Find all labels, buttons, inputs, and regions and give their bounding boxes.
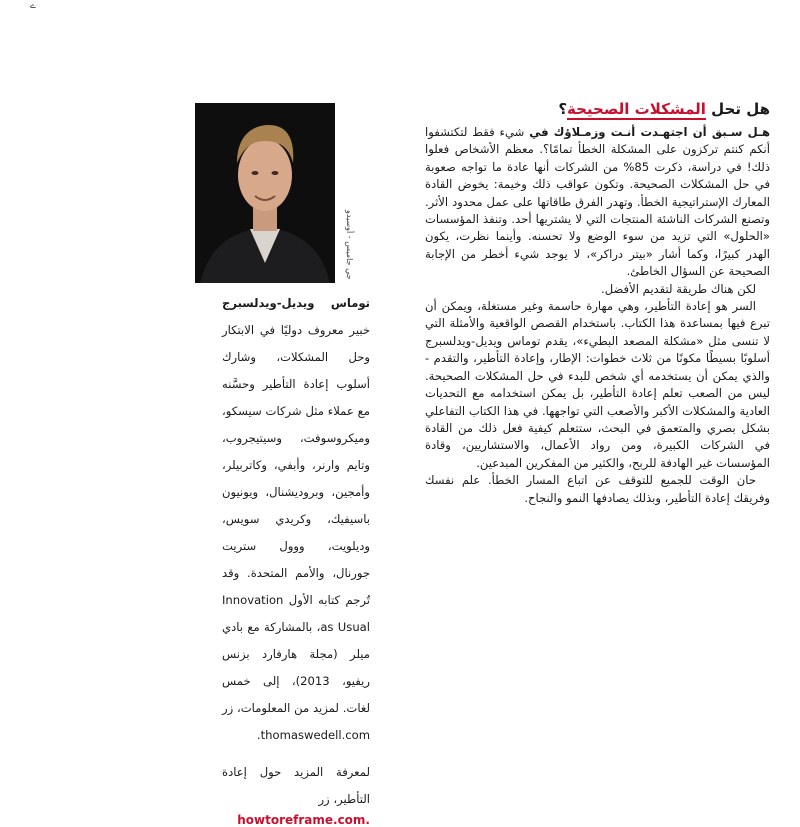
article-paragraph-4: حان الوقت للجميع للتوقف عن اتباع المسار الخطأ. علم نفسك وفريقك إعادة التأطير، وبذلك يصادفها النمو والنجاح. (425, 473, 770, 505)
author-photo (195, 103, 335, 283)
article-lead: هـل سـبق أن اجتهـدت أنـت وزمـلاؤك في (529, 125, 770, 139)
author-bio-column (222, 290, 370, 827)
article-body (425, 124, 770, 507)
corner-mark: ے (30, 0, 36, 11)
more-info (222, 759, 370, 813)
author-bio-text: خبير معروف دوليًا في الابتكار وحل المشكلات، وشارك أسلوب إعادة التأطير وحسَّنه مع عملاء مثل شركات سيسكو، وميكروسوفت، وسيتيجروب، وتايم وارنر، وأبفي، وكاتربيلر، وأمجين، وبروديشنال، ويونيون باسيفيك، وكريدي سويس، وديلويت، ووول ستريت جورنال، والأمم المتحدة. وقد تُرجم كتابه الأول Innovation as Usual، بالمشاركة مع بادي ميلر (مجلة هارفارد بزنس ريفيو، 2013)، إلى خمس لغات. لمزيد من المعلومات، زر thomaswedell.com. (222, 323, 371, 742)
author-bio (222, 290, 370, 749)
photo-credit: جي جاميس - أوسيدو (345, 210, 354, 280)
title-prefix: هل تحل (705, 100, 770, 118)
article-paragraph-1-text: شيء فقط لتكتشفوا أنكم كنتم تركزون على المشكلة الخطأ تمامًا؟. معظم الأشخاص فعلوا ذلك! في دراسة، ذكرت 85% من الشركات أنها عادة ما تواجه صعوبة في حل المشكلات الصحيحة. وتكون عواقب ذلك وخيمة: يخوض القادة المعارك الإستراتيجية الخطأ. وتهدر الفرق طاقاتها على عمل محدود الأثر. وتصنع الشركات الناشئة المنتجات التي لا يشتريها أحد. وتنفذ المؤسسات «الحلول» التي تزيد من سوء الوضع ولا تحسنه. وأينما نظرت، يكون الهدر كبيرًا، وكما أشار «بيتر دراكر»، لا يوجد شيء أخطر من الإجابة الصحيحة عن السؤال الخاطئ. (425, 125, 770, 279)
more-info-text: لمعرفة المزيد حول إعادة التأطير، زر (222, 765, 370, 806)
title-highlight: المشكلات الصحيحة (567, 100, 706, 118)
title-suffix: ؟ (558, 100, 568, 118)
article-paragraph-1 (425, 124, 770, 281)
reframe-website-link[interactable]: howtoreframe.com. (237, 813, 370, 827)
article-paragraph-3: السر هو إعادة التأطير، وهي مهارة حاسمة وغير مستغلة، ويمكن أن تبرع فيها بمساعدة هذا الكتاب. باستخدام القصص الواقعية والأمثلة التي لا تنسى مثل «مشكلة المصعد البطيء»، يقدم توماس ويديل-ويدلسبرج أسلوبًا بسيطًا مكونًا من ثلاث خطوات: الإطار، وإعادة التأطير، والتقدم - والذي يمكن أن يستخدمه أي شخص للبدء في حل المشكلات الصحيحة. ليس من الصعب تعلم إعادة التأطير، بل يمكن استخدامه مع التحديات العادية والمشكلات الأكبر والأصعب التي تواجهها. في هذا الكتاب التفاعلي بشكل بصري والمتعمق في البحث، ستتعلم كيفية فعل ذلك من القادة في الشركات الكبيرة، ومن رواد الأعمال، والاستشاريين، وقادة المؤسسات غير الهادفة للربح، والكثير من المفكرين المبدعين. (425, 299, 770, 470)
article-title (425, 96, 770, 122)
article-paragraph-2: لكن هناك طريقة لتقديم الأفضل. (601, 281, 756, 296)
author-name: توماس ويديل-ويدلسبرج (222, 296, 370, 310)
portrait-illustration (195, 103, 335, 283)
article-column (425, 96, 770, 507)
